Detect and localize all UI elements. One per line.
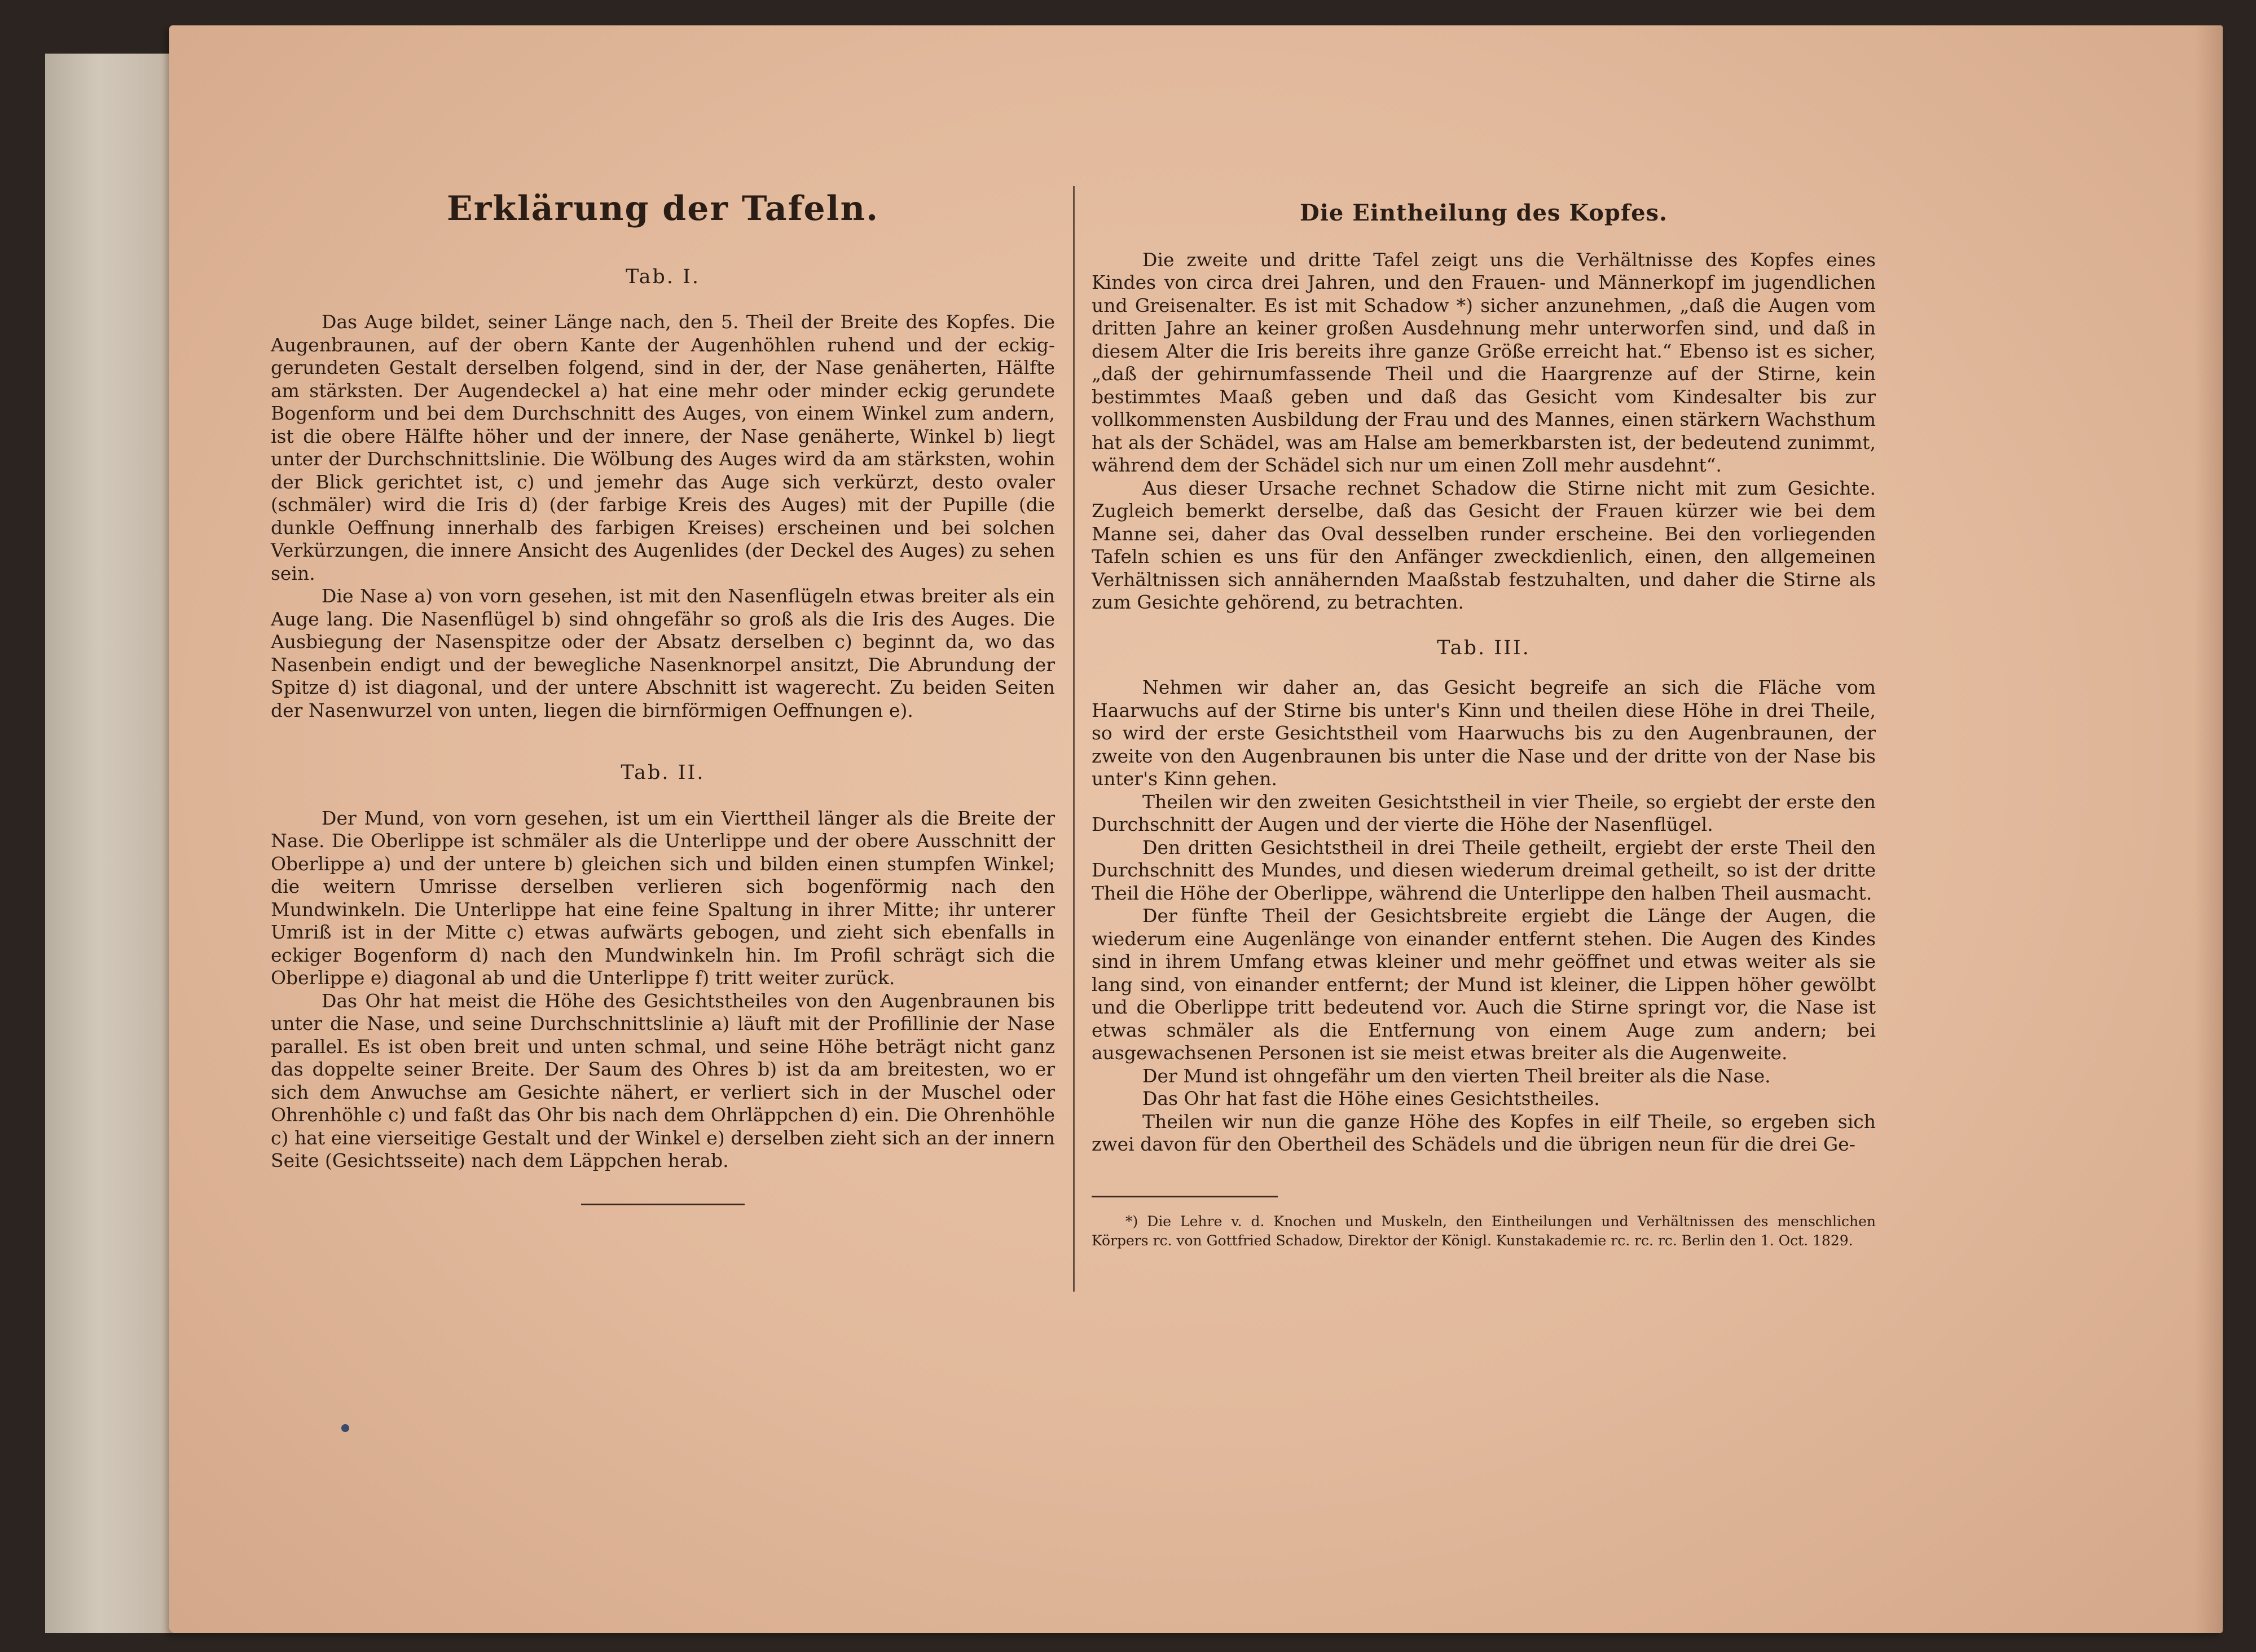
paragraph: Die zweite und dritte Tafel zeigt uns die Verhältnisse des Kopfes eines Kindes von circa drei Jahren, und den Frauen- und Männerkopf im jugendlichen und Greisenalter. Es ist mit Schadow *) sicher anzunehmen, „daß die Augen vom dritten Jahre an keiner großen Ausdehnung mehr unterworfen sind, und daß in diesem Alter die Iris bereits ihre ganze Größe erreicht hat.“ Ebenso ist es sicher, „daß der gehirnumfassende Theil und die Haargrenze auf der Stirne, kein bestimmtes Maaß geben und daß das Gesicht vom Kindesalter bis zur vollkommensten Ausbildung der Frau und des Mannes, einen stärkern Wachsthum hat als der Schädel, was am Halse am bemerkbarsten ist, der bedeutend zunimmt, während dem der Schädel sich nur um einen Zoll mehr ausdehnt“. [1092, 248, 1876, 476]
page-title: Erklärung der Tafeln. [447, 189, 879, 228]
section-heading-tab-3: Tab. III. [1437, 636, 1531, 659]
section-title: Die Eintheilung des Kopfes. [1300, 200, 1668, 226]
right-column [1092, 192, 1876, 1250]
section-heading-tab-1: Tab. I. [625, 265, 701, 288]
paragraph: Nehmen wir daher an, das Gesicht begreife an sich die Fläche vom Haarwuchs auf der Stirne bis unter's Kinn und theilen diese Höhe in drei Theile, so wird der erste Gesichtstheil vom Haarwuchs bis zu den Augenbraunen, der zweite von den Augenbraunen bis unter die Nase und der dritte von der Nase bis unter's Kinn gehen. [1092, 676, 1876, 790]
page-edge-shadow [2195, 25, 2223, 1633]
footnote-rule [1092, 1196, 1278, 1197]
paragraph: Das Ohr hat meist die Höhe des Gesichtstheiles von den Augenbraunen bis unter die Nase, und seine Durchschnittslinie a) läuft mit der Profillinie der Nase parallel. Es ist oben breit und unten schmal, und seine Höhe beträgt nicht ganz das doppelte seiner Breite. Der Saum des Ohres b) ist da am breitesten, wo er sich dem Anwuchse am Gesichte nähert, er verliert sich in der Muschel oder Ohrenhöhle c) und faßt das Ohr bis nach dem Ohrläppchen d) ein. Die Ohrenhöhle c) hat eine vierseitige Gestalt und der Winkel e) derselben zieht sich an der innern Seite (Gesichtsseite) nach dem Läppchen herab. [271, 989, 1055, 1171]
left-column [271, 189, 1055, 1205]
footnote: *) Die Lehre v. d. Knochen und Muskeln, den Eintheilungen und Verhältnissen des menschlichen Körpers rc. von Gottfried Schadow, Direktor der Königl. Kunstakademie rc. rc. rc. Berlin den 1. Oct. 1829. [1092, 1213, 1876, 1249]
paragraph: Das Auge bildet, seiner Länge nach, den 5. Theil der Breite des Kopfes. Die Augenbraunen, auf der obern Kante der Augenhöhlen ruhend und der eckig-gerundeten Gestalt derselben folgend, sind in der, der Nase genäherten, Hälfte am stärksten. Der Augendeckel a) hat eine mehr oder minder eckig gerundete Bogenform und bei dem Durchschnitt des Auges, von einem Winkel zum andern, ist die obere Hälfte höher und der innere, der Nase genäherte, Winkel b) liegt unter der Durchschnittslinie. Die Wölbung des Auges wird da am stärksten, wohin der Blick gerichtet ist, c) und jemehr das Auge sich verkürzt, desto ovaler (schmäler) wird die Iris d) (der farbige Kreis des Auges) mit der Pupille (die dunkle Oeffnung innerhalb des farbigen Kreises) erscheinen und bei solchen Verkürzungen, die innere Ansicht des Augenlides (der Deckel des Auges) zu sehen sein. [271, 311, 1055, 584]
paragraph: Der Mund, von vorn gesehen, ist um ein Vierttheil länger als die Breite der Nase. Die Oberlippe ist schmäler als die Unterlippe und der obere Ausschnitt der Oberlippe a) und der untere b) gleichen sich und bilden einen stumpfen Winkel; die weitern Umrisse derselben verlieren sich bogenförmig nach den Mundwinkeln. Die Unterlippe hat eine feine Spaltung in ihrer Mitte; ihr unterer Umriß ist in der Mitte c) etwas aufwärts gebogen, und zieht sich ebenfalls in eckiger Bogenform d) nach den Mundwinkeln hin. Im Profil schrägt sich die Oberlippe e) diagonal ab und die Unterlippe f) tritt weiter zurück. [271, 807, 1055, 989]
paragraph: Theilen wir den zweiten Gesichtstheil in vier Theile, so ergiebt der erste den Durchschnitt der Augen und der vierte die Höhe der Nasenflügel. [1092, 790, 1876, 835]
paragraph: Der fünfte Theil der Gesichtsbreite ergiebt die Länge der Augen, die wiederum eine Augenlänge von einander entfernt stehen. Die Augen des Kindes sind in ihrem Umfang etwas kleiner und mehr geöffnet und etwas weiter als sie lang sind, von einander entfernt; der Mund ist kleiner, die Lippen höher gewölbt und die Oberlippe tritt bedeutend vor. Auch die Stirne springt vor, die Nase ist etwas schmäler als die Entfernung von einem Auge zum andern; bei ausgewachsenen Personen ist sie meist etwas breiter als die Augenweite. [1092, 905, 1876, 1064]
end-rule [581, 1204, 745, 1205]
paragraph: Das Ohr hat fast die Höhe eines Gesichtstheiles. [1142, 1087, 1600, 1109]
book-spine-strip [45, 54, 164, 1633]
paragraph: Die Nase a) von vorn gesehen, ist mit den Nasenflügeln etwas breiter als ein Auge lang. Die Nasenflügel b) sind ohngefähr so groß als die Iris des Auges. Die Ausbiegung der Nasenspitze oder der Absatz derselben c) beginnt da, wo das Nasenbein endigt und der bewegliche Nasenknorpel ansitzt, Die Abrundung der Spitze d) ist diagonal, und der untere Abschnitt ist wagerecht. Zu beiden Seiten der Nasenwurzel von unten, liegen die birnförmigen Oeffnungen e). [271, 585, 1055, 721]
paragraph: Aus dieser Ursache rechnet Schadow die Stirne nicht mit zum Gesichte. Zugleich bemerkt derselbe, daß das Gesicht der Frauen kürzer wie bei dem Manne sei, daher das Oval desselben runder erscheine. Bei den vorliegenden Tafeln schien es uns für den Anfänger zweckdienlich, einen, den allgemeinen Verhältnissen sich annähernden Maaßstab festzuhalten, und daher die Stirne als zum Gesichte gehörend, zu betrachten. [1092, 477, 1876, 613]
section-heading-tab-2: Tab. II. [621, 761, 705, 784]
ink-spot [341, 1424, 349, 1432]
column-divider [1073, 186, 1075, 1292]
paragraph: Theilen wir nun die ganze Höhe des Kopfes in eilf Theile, so ergeben sich zwei davon für den Obertheil des Schädels und die übrigen neun für die drei Ge- [1092, 1110, 1876, 1155]
paragraph: Den dritten Gesichtstheil in drei Theile getheilt, ergiebt der erste Theil den Durchschnitt des Mundes, und diesen wiederum dreimal getheilt, so ist der dritte Theil die Höhe der Oberlippe, während die Unterlippe den halben Theil ausmacht. [1092, 836, 1876, 904]
paragraph: Der Mund ist ohngefähr um den vierten Theil breiter als die Nase. [1142, 1064, 1771, 1087]
